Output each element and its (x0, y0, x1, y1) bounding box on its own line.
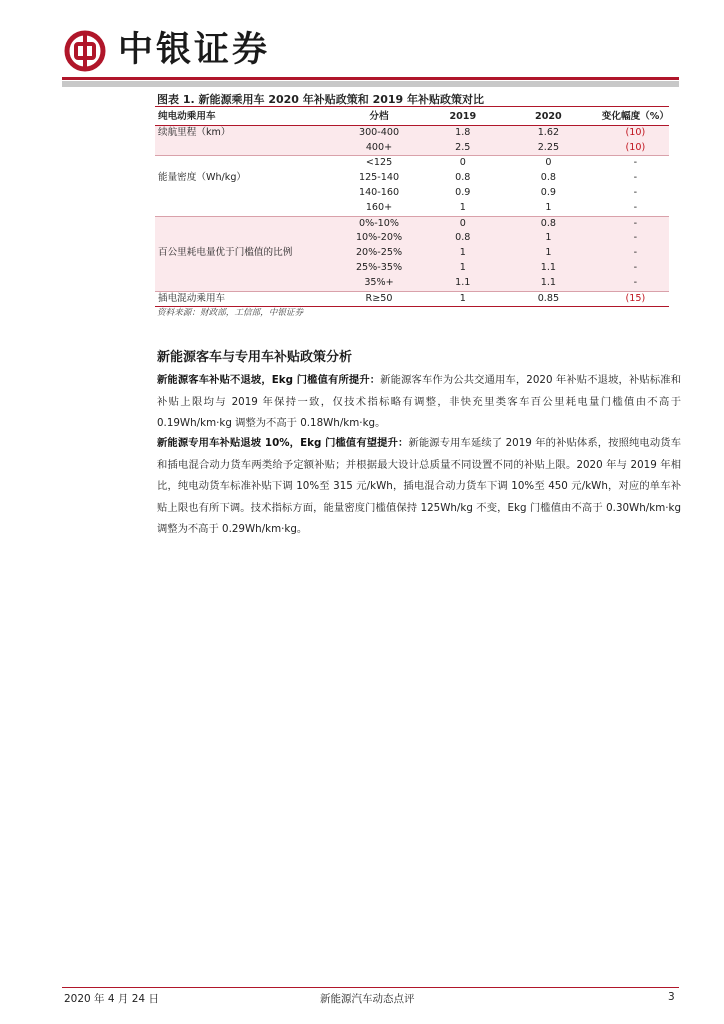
value-2020-cell: 0.9 (540, 186, 557, 198)
figure-title-rule (155, 106, 669, 107)
table-row (155, 141, 669, 156)
section-title: 新能源客车与专用车补贴政策分析 (157, 350, 353, 365)
bank-of-china-logo-icon (64, 30, 106, 72)
value-2020-cell: 2.25 (495, 141, 602, 156)
tier-cell: 160+ (327, 201, 430, 216)
table-row (155, 261, 669, 276)
value-2019-cell: 0 (431, 216, 495, 231)
footer-date: 2020 年 4 月 24 日 (64, 993, 159, 1005)
tier-cell: 35%+ (327, 276, 430, 291)
group-label (155, 231, 327, 246)
tier-cell: 140-160 (358, 186, 400, 198)
column-header: 2020 (495, 110, 602, 125)
table-row (155, 216, 669, 231)
brand-name: 中银证券 (118, 30, 271, 70)
header-red-rule (62, 77, 679, 80)
tier-cell: 400+ (327, 141, 430, 156)
table-row (155, 186, 669, 201)
paragraph-special-vehicle-subsidy (157, 433, 681, 541)
footer-rule (62, 987, 679, 988)
value-2019-cell: 2.5 (431, 141, 495, 156)
value-2020-cell: 1.62 (495, 125, 602, 140)
value-2020-cell: 0.85 (495, 291, 602, 307)
change-cell: - (633, 172, 638, 184)
page-number: 3 (668, 991, 675, 1003)
value-2019-cell: 1.8 (431, 125, 495, 140)
group-label (155, 156, 327, 171)
tier-cell: 125-140 (358, 172, 400, 184)
value-2020-cell: 1 (495, 231, 602, 246)
value-2020-cell: 1.1 (495, 261, 602, 276)
paragraph-body: 新能源专用车延续了 2019 年的补贴体系，按照纯电动货车和插电混合动力货车两类给予定额补贴；并根据最大设计总质量不同设置不同的补贴上限。2020 年与 2019 年相比，纯电动货车标准补贴下调 10%至 315 元/kWh，插电混合动力货车下调 10%至 450 元/kWh，对应的单车补贴上限也有所下调。技术指标方面，能量密度门槛值保持 125Wh/kg 不变，Ekg 门槛值由不高于 0.30Wh/km·kg 调整为不高于 0.29Wh/km·kg。 (157, 437, 681, 536)
table-row (155, 201, 669, 216)
change-cell: (10) (602, 141, 669, 156)
value-2020-cell: 0 (545, 157, 552, 169)
subsidy-comparison-table (155, 110, 669, 307)
value-2020-cell: 1 (495, 201, 602, 216)
value-2019-cell: 0.8 (455, 172, 471, 184)
value-2019-cell: 0 (459, 157, 466, 169)
table-row (155, 276, 669, 291)
group-label: 百公里耗电量优于门槛值的比例 (155, 246, 327, 261)
group-label (155, 201, 327, 216)
group-label (155, 216, 327, 231)
change-cell: - (602, 201, 669, 216)
paragraph-lead: 新能源客车补贴不退坡，Ekg 门槛值有所提升： (157, 374, 381, 386)
change-cell: - (602, 231, 669, 246)
figure-source-note: 资料来源：财政部，工信部，中银证券 (157, 308, 304, 318)
change-cell: - (633, 157, 638, 169)
value-2019-cell: 1 (431, 261, 495, 276)
value-2019-cell: 1 (431, 291, 495, 307)
value-2020-cell: 0.8 (495, 216, 602, 231)
value-2019-cell: 1 (431, 201, 495, 216)
group-label (155, 276, 327, 291)
value-2019-cell: 1 (431, 246, 495, 261)
table-row (155, 156, 669, 171)
value-2020-cell: 1 (495, 246, 602, 261)
tier-cell: 25%-35% (327, 261, 430, 276)
table-row (155, 171, 669, 186)
tier-cell: 300-400 (327, 125, 430, 140)
value-2020-cell: 1.1 (495, 276, 602, 291)
paragraph-body: 新能源客车作为公共交通用车，2020 年补贴不退坡，补贴标准和补贴上限均与 2019 年保持一致，仅技术指标略有调整，非快充里类客车百公里耗电量门槛值由不高于 0.19Wh/km·kg 调整为不高于 0.18Wh/km·kg。 (157, 374, 681, 430)
group-label (155, 261, 327, 276)
change-cell: (15) (602, 291, 669, 307)
tier-cell: R≥50 (327, 291, 430, 307)
footer-title: 新能源汽车动态点评 (320, 993, 415, 1005)
change-cell: - (602, 216, 669, 231)
change-cell: (10) (602, 125, 669, 140)
tier-cell: <125 (365, 157, 393, 169)
table-row (155, 246, 669, 261)
figure-title: 图表 1. 新能源乘用车 2020 年补贴政策和 2019 年补贴政策对比 (157, 93, 485, 106)
paragraph-bus-subsidy (157, 370, 681, 435)
value-2019-cell: 0.9 (455, 186, 471, 198)
tier-cell: 10%-20% (327, 231, 430, 246)
paragraph-lead: 新能源专用车补贴退坡 10%，Ekg 门槛值有望提升： (157, 437, 409, 449)
group-label: 插电混动乘用车 (155, 291, 327, 307)
group-label: 续航里程（km） (155, 125, 327, 140)
table-row (155, 125, 669, 140)
change-cell: - (602, 246, 669, 261)
value-2019-cell: 0.8 (431, 231, 495, 246)
group-label: 能量密度（Wh/kg） (158, 172, 247, 184)
tier-cell: 0%-10% (327, 216, 430, 231)
value-2020-cell: 0.8 (540, 172, 557, 184)
group-label (155, 141, 327, 156)
value-2019-cell: 1.1 (431, 276, 495, 291)
table-row (155, 291, 669, 307)
group-label (155, 186, 327, 201)
tier-cell: 20%-25% (327, 246, 430, 261)
column-header: 纯电动乘用车 (155, 110, 327, 125)
column-header: 变化幅度（%） (602, 110, 669, 125)
column-header: 分档 (327, 110, 430, 125)
column-header: 2019 (431, 110, 495, 125)
change-cell: - (602, 276, 669, 291)
change-cell: - (633, 186, 638, 198)
header-grey-rule (62, 81, 679, 87)
table-header-row (155, 110, 669, 125)
change-cell: - (602, 261, 669, 276)
table-row (155, 231, 669, 246)
